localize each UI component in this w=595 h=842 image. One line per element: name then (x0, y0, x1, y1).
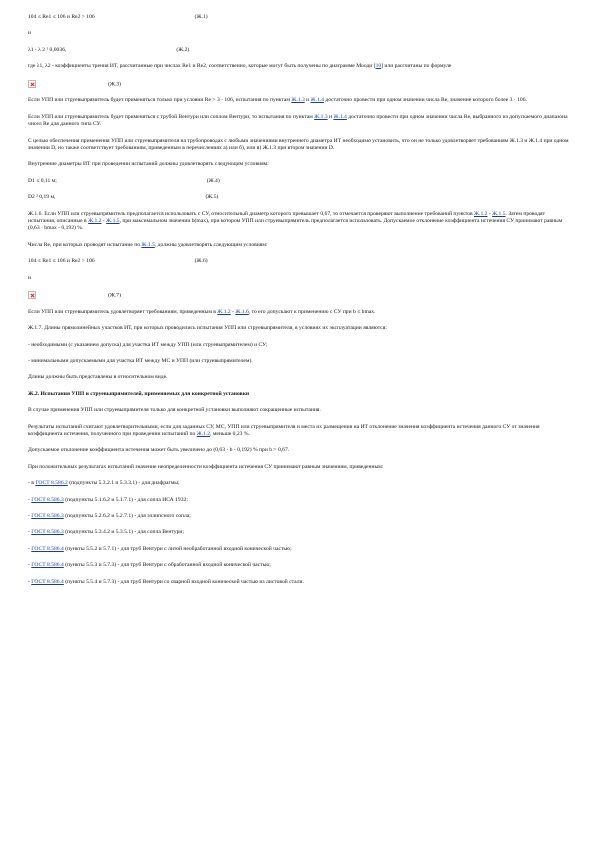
gost-link[interactable]: ГОСТ 8.586.4 (31, 578, 64, 585)
reference-link-10[interactable]: 10 (375, 63, 382, 70)
list-item: - в ГОСТ 8.586.2 (подпункты 5.3.2.1 и 5.3.3.1) - для диафрагмы; (28, 480, 180, 487)
paragraph-lambda: где λ1, λ2 - коэффициенты трения ИТ, рассчитанные при числах Re1 и Re2, соответственно, которые могут быть получены по диаграмме Мооди [10] или рассчитаны по формуле (28, 63, 452, 70)
paragraph-positive: При положительных результатах испытаний значение неопределенности коэффициента истечения СУ принимают равным значениям, приведенным: (28, 463, 384, 470)
paragraph-lengths: Длины должны быть представлены в относительном виде. (28, 374, 168, 381)
paragraph-results: Результаты испытаний считают удовлетворительными, если для заданных СУ, МС, УПП или струевыпрямителя и места их размещения на ИТ отклонение значения коэффициента истечения данного СУ от значения коэффициента истечения, полученного при проведении испытаний по Ж.1.2, меньше 0,23 %. (28, 423, 540, 437)
equation-text: 104 ≤ Re1 ≤ 106 и Re2 > 106 (28, 14, 95, 20)
link-g15[interactable]: Ж.1.5 (492, 210, 506, 217)
list-item: - ГОСТ 8.586.4 (пункты 5.5.3 и 5.7.3) - для труб Вентури с обработанной входной конической частью; (28, 562, 271, 569)
paragraph-g17: Ж.1.7. Длины прямолинейных участков ИТ, при которых проводились испытания УПП или струевыпрямителя, в условиях их эксплуатации являются: (28, 325, 387, 332)
paragraph-g16: Ж.1.6. Если УПП или струевыпрямитель предполагается использовать с СУ, относительный диаметр которого превышает 0,67, то отмечается проверяют выполнение требований пунктов Ж.1.2 - Ж.1.5. Затем проводят испытания, описанные в Ж.1.2 - Ж.1.5, при максимальном значении b(max), при котором УПП или струевыпрямитель предполагается использовать. Допускаемое отклонение коэффициента истечения СУ принимают равным (0,63 · bmax - 0,192) %. (28, 210, 563, 232)
equation-g3 (28, 80, 573, 89)
equation-number: (Ж.2) (176, 46, 190, 53)
equation-number: (Ж.4) (206, 177, 220, 184)
paragraph-shortened: В случае применения УПП или струевыпрямителя только для конкретной установки выполняют сокращенные испытания. (28, 407, 321, 414)
link-g14[interactable]: Ж.1.4 (333, 113, 347, 120)
paragraph-allowed: Допускаемое отклонение коэффициента истечения может быть увеличено до (0,63 · b - 0,192) % при b > 0,67. (28, 447, 290, 454)
equation-g7 (28, 291, 573, 300)
gost-link[interactable]: ГОСТ 8.586.2 (35, 480, 68, 487)
paragraph-upp1: Если УПП или струевыпрямитель будет применяться только при условии Re > 3 · 106, испытания по пунктам Ж.1.3 и Ж.1.4 достаточно провести при одном значении числа Re, значение которого более 3 · 106. (28, 97, 527, 104)
gost-link[interactable]: ГОСТ 8.586.4 (31, 562, 64, 569)
paragraph-purpose: С целью обеспечения применения УПП или струевыпрямителя на трубопроводах с любыми значениями внутреннего диаметра ИТ необходимо установить, что он не только удовлетворяет требованиям Ж.1.3 и Ж.1.4 при одном значении D, но также соответствует требованиям, приведенным в перечислениях а) или б), или в) Ж.1.3 при втором значении D. (28, 137, 569, 151)
list-item: - необходимыми (с указанием допуска) для участка ИТ между УПП (или струевыпрямителем) и СУ; (28, 341, 268, 348)
list-item: - минимальными допускаемыми для участка ИТ между МС и УПП (или струевыпрямителем). (28, 357, 253, 364)
equation-text: 104 ≤ Re1 ≤ 106 и Re2 > 106 (28, 258, 95, 265)
gost-link[interactable]: ГОСТ 8.586.3 (31, 512, 64, 519)
equation-number: (Ж.5) (205, 194, 219, 201)
equation-text: D1 ≤ 0,11 м; (28, 177, 57, 184)
link-g12[interactable]: Ж.1.2 (196, 430, 211, 437)
paragraph-satisfy: Если УПП или струевыпрямитель удовлетворяет требованиям, приведенным в Ж.1.2 - Ж.1.6, то его допускают к применению с СУ при b ≤ bmax. (28, 308, 376, 315)
conjunction: и (28, 274, 31, 281)
list-item: - ГОСТ 8.586.3 (подпункты 5.2.6.2 и 5.2.7.1) - для эллипсного сопла; (28, 512, 191, 519)
broken-image-icon (28, 80, 36, 88)
equation-g6 (28, 258, 573, 265)
link-g13[interactable]: Ж.1.3 (291, 97, 305, 104)
link-g12[interactable]: Ж.1.2 (217, 308, 231, 315)
link-g15[interactable]: Ж.1.5 (106, 217, 120, 224)
conjunction: и (28, 30, 31, 37)
paragraph-re: Числа Re, при которых проводят испытание по Ж.1.5, должны удовлетворять следующим условиям: (28, 241, 268, 248)
equation-number: (Ж.7) (108, 292, 121, 299)
equation-number: (Ж.1) (194, 14, 208, 20)
equation-g2 (28, 47, 573, 54)
document-page (28, 14, 573, 595)
standards-list (28, 480, 573, 586)
link-g13[interactable]: Ж.1.3 (314, 113, 328, 120)
section-heading-g2: Ж.2. Испытания УПП и струевыпрямителей, применяемых для конкретной установки (28, 390, 250, 397)
list-item: - ГОСТ 8.586.3 (подпункты 5.3.4.2 и 5.3.5.1) - для сопла Вентури; (28, 529, 184, 536)
list-item: - ГОСТ 8.586.3 (подпункты 5.1.6.2 и 5.1.7.1) - для сопла ИСА 1932; (28, 496, 188, 503)
list-item: - ГОСТ 8.586.4 (пункты 5.5.2 и 5.7.1) - для труб Вентури с литой необработанной входной конической частью; (28, 545, 292, 552)
link-g15[interactable]: Ж.1.5 (141, 241, 155, 248)
equation-g4 (28, 178, 573, 185)
link-g14[interactable]: Ж.1.4 (310, 97, 324, 104)
equation-text: D2 ² 0,19 м, (28, 194, 56, 201)
equation-number: (Ж.6) (194, 258, 208, 265)
equation-number: (Ж.3) (108, 80, 121, 87)
equation-g1 (28, 14, 573, 21)
link-g12[interactable]: Ж.1.2 (474, 210, 488, 217)
link-g16[interactable]: Ж.1.6 (235, 308, 249, 315)
equation-text: λ1 - λ 2 ² 0,0036, (28, 46, 67, 53)
paragraph-diameters: Внутренние диаметры ИТ при проведении испытаний должны удовлетворять следующим условиям: (28, 161, 269, 168)
list-item: - ГОСТ 8.586.4 (пункты 5.5.4 и 5.7.3) - для труб Вентури со сварной входной конической частью из листовой стали. (28, 578, 304, 585)
link-g12[interactable]: Ж.1.2 (88, 217, 102, 224)
paragraph-upp2: Если УПП или струевыпрямитель будет применяться с трубой Вентури или соплом Вентури, то испытания по пунктам Ж.1.3 и Ж.1.4 достаточно провести при одном значении числа Re, выбранного из допускаемого диапазона чисел Re для данного типа СУ. (28, 113, 568, 128)
equation-g5 (28, 194, 573, 201)
gost-link[interactable]: ГОСТ 8.586.3 (31, 529, 64, 536)
broken-image-icon (28, 291, 36, 299)
gost-link[interactable]: ГОСТ 8.586.4 (31, 545, 64, 552)
gost-link[interactable]: ГОСТ 8.586.3 (31, 496, 64, 503)
